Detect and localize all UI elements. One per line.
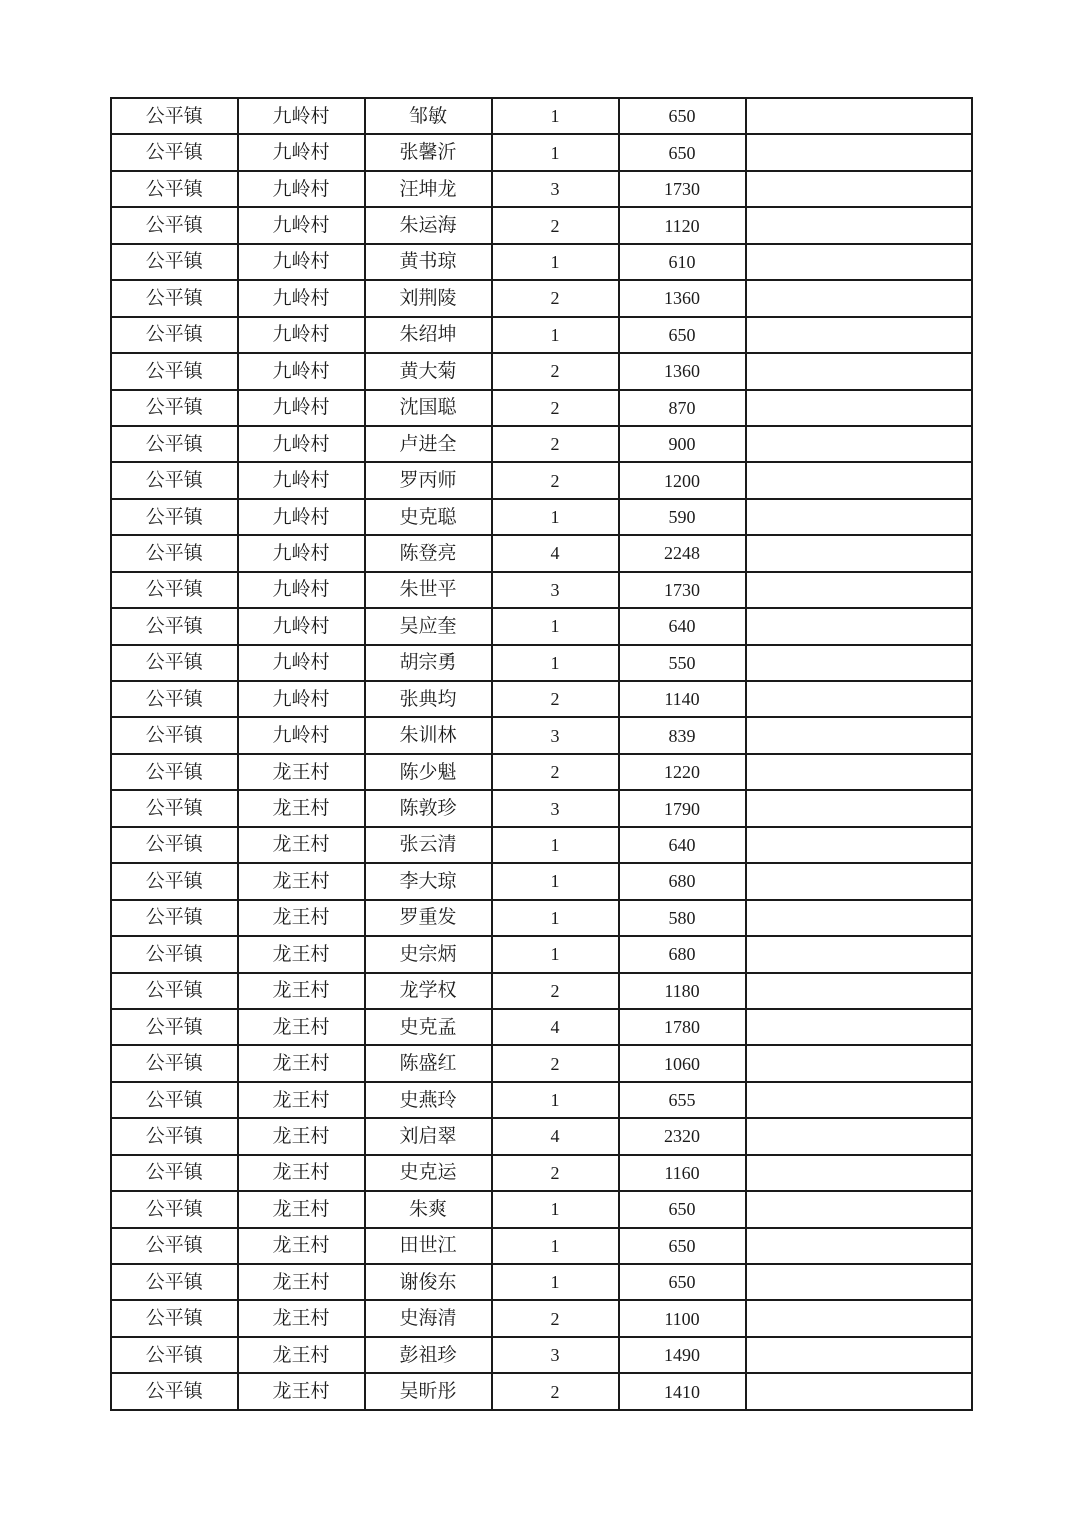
cell-name: 彭祖珍 [366, 1338, 493, 1374]
cell-count: 2 [493, 391, 620, 427]
cell-name: 史克聪 [366, 500, 493, 536]
cell-note [747, 1083, 974, 1119]
cell-town: 公平镇 [112, 1010, 239, 1046]
cell-name: 龙学权 [366, 974, 493, 1010]
cell-count: 1 [493, 99, 620, 135]
cell-amount: 870 [620, 391, 747, 427]
cell-town: 公平镇 [112, 318, 239, 354]
cell-amount: 550 [620, 646, 747, 682]
cell-note [747, 937, 974, 973]
cell-note [747, 1338, 974, 1374]
cell-name: 史宗炳 [366, 937, 493, 973]
cell-count: 1 [493, 937, 620, 973]
cell-village: 九岭村 [239, 682, 366, 718]
cell-count: 1 [493, 828, 620, 864]
cell-village: 九岭村 [239, 718, 366, 754]
cell-note [747, 1119, 974, 1155]
cell-note [747, 1229, 974, 1265]
cell-count: 2 [493, 755, 620, 791]
cell-count: 3 [493, 1338, 620, 1374]
cell-note [747, 135, 974, 171]
cell-count: 2 [493, 682, 620, 718]
cell-count: 2 [493, 1301, 620, 1337]
cell-count: 2 [493, 974, 620, 1010]
cell-town: 公平镇 [112, 718, 239, 754]
cell-village: 九岭村 [239, 573, 366, 609]
cell-note [747, 318, 974, 354]
cell-amount: 610 [620, 245, 747, 281]
cell-name: 汪坤龙 [366, 172, 493, 208]
cell-amount: 1160 [620, 1156, 747, 1192]
cell-name: 罗重发 [366, 901, 493, 937]
cell-town: 公平镇 [112, 1119, 239, 1155]
cell-town: 公平镇 [112, 573, 239, 609]
cell-count: 1 [493, 245, 620, 281]
cell-town: 公平镇 [112, 354, 239, 390]
cell-village: 龙王村 [239, 828, 366, 864]
cell-village: 龙王村 [239, 1046, 366, 1082]
cell-name: 张馨沂 [366, 135, 493, 171]
cell-count: 1 [493, 1083, 620, 1119]
cell-village: 九岭村 [239, 500, 366, 536]
cell-note [747, 1046, 974, 1082]
cell-village: 龙王村 [239, 901, 366, 937]
cell-count: 1 [493, 1265, 620, 1301]
cell-name: 罗丙师 [366, 463, 493, 499]
cell-village: 九岭村 [239, 99, 366, 135]
cell-name: 卢进全 [366, 427, 493, 463]
cell-count: 1 [493, 901, 620, 937]
cell-amount: 839 [620, 718, 747, 754]
cell-count: 1 [493, 135, 620, 171]
cell-village: 九岭村 [239, 245, 366, 281]
cell-name: 史克孟 [366, 1010, 493, 1046]
cell-name: 刘荆陵 [366, 281, 493, 317]
cell-amount: 1730 [620, 172, 747, 208]
cell-name: 史海清 [366, 1301, 493, 1337]
cell-amount: 1140 [620, 682, 747, 718]
cell-note [747, 427, 974, 463]
cell-note [747, 1010, 974, 1046]
cell-village: 龙王村 [239, 1229, 366, 1265]
cell-amount: 2320 [620, 1119, 747, 1155]
cell-note [747, 245, 974, 281]
cell-amount: 580 [620, 901, 747, 937]
cell-note [747, 99, 974, 135]
cell-count: 3 [493, 172, 620, 208]
cell-amount: 640 [620, 828, 747, 864]
cell-note [747, 573, 974, 609]
cell-amount: 650 [620, 1265, 747, 1301]
cell-amount: 1060 [620, 1046, 747, 1082]
cell-count: 1 [493, 318, 620, 354]
cell-name: 邹敏 [366, 99, 493, 135]
cell-name: 史燕玲 [366, 1083, 493, 1119]
cell-name: 沈国聪 [366, 391, 493, 427]
cell-count: 2 [493, 354, 620, 390]
cell-town: 公平镇 [112, 1301, 239, 1337]
cell-name: 李大琼 [366, 864, 493, 900]
cell-count: 1 [493, 500, 620, 536]
cell-note [747, 536, 974, 572]
cell-name: 陈少魁 [366, 755, 493, 791]
cell-amount: 2248 [620, 536, 747, 572]
cell-amount: 640 [620, 609, 747, 645]
cell-count: 2 [493, 1046, 620, 1082]
cell-note [747, 391, 974, 427]
cell-count: 1 [493, 864, 620, 900]
cell-town: 公平镇 [112, 1265, 239, 1301]
cell-village: 九岭村 [239, 427, 366, 463]
cell-name: 田世江 [366, 1229, 493, 1265]
cell-amount: 655 [620, 1083, 747, 1119]
cell-town: 公平镇 [112, 427, 239, 463]
cell-amount: 680 [620, 937, 747, 973]
cell-count: 2 [493, 281, 620, 317]
cell-count: 2 [493, 208, 620, 244]
cell-note [747, 281, 974, 317]
cell-village: 九岭村 [239, 135, 366, 171]
cell-town: 公平镇 [112, 500, 239, 536]
cell-village: 龙王村 [239, 755, 366, 791]
cell-count: 4 [493, 536, 620, 572]
cell-amount: 1360 [620, 281, 747, 317]
cell-note [747, 1265, 974, 1301]
cell-name: 吴应奎 [366, 609, 493, 645]
cell-village: 九岭村 [239, 609, 366, 645]
cell-amount: 1730 [620, 573, 747, 609]
cell-note [747, 828, 974, 864]
cell-village: 九岭村 [239, 281, 366, 317]
cell-count: 3 [493, 791, 620, 827]
cell-amount: 590 [620, 500, 747, 536]
cell-village: 龙王村 [239, 791, 366, 827]
cell-amount: 680 [620, 864, 747, 900]
cell-village: 龙王村 [239, 864, 366, 900]
cell-note [747, 974, 974, 1010]
cell-note [747, 354, 974, 390]
cell-town: 公平镇 [112, 1192, 239, 1228]
cell-town: 公平镇 [112, 1083, 239, 1119]
cell-amount: 650 [620, 99, 747, 135]
cell-count: 1 [493, 609, 620, 645]
cell-name: 张云清 [366, 828, 493, 864]
cell-town: 公平镇 [112, 99, 239, 135]
cell-amount: 1790 [620, 791, 747, 827]
cell-village: 龙王村 [239, 1265, 366, 1301]
cell-count: 2 [493, 463, 620, 499]
cell-village: 龙王村 [239, 1192, 366, 1228]
cell-amount: 1490 [620, 1338, 747, 1374]
cell-town: 公平镇 [112, 791, 239, 827]
subsidy-roster-table [110, 97, 973, 1411]
cell-town: 公平镇 [112, 1229, 239, 1265]
cell-town: 公平镇 [112, 1338, 239, 1374]
cell-note [747, 172, 974, 208]
cell-village: 九岭村 [239, 318, 366, 354]
cell-village: 龙王村 [239, 1083, 366, 1119]
cell-name: 朱训林 [366, 718, 493, 754]
cell-amount: 1200 [620, 463, 747, 499]
cell-name: 张典均 [366, 682, 493, 718]
cell-amount: 1120 [620, 208, 747, 244]
cell-village: 龙王村 [239, 1119, 366, 1155]
cell-amount: 900 [620, 427, 747, 463]
cell-name: 朱运海 [366, 208, 493, 244]
cell-town: 公平镇 [112, 609, 239, 645]
cell-village: 龙王村 [239, 1156, 366, 1192]
cell-town: 公平镇 [112, 391, 239, 427]
cell-town: 公平镇 [112, 646, 239, 682]
cell-note [747, 755, 974, 791]
cell-amount: 650 [620, 318, 747, 354]
cell-town: 公平镇 [112, 901, 239, 937]
cell-name: 吴昕彤 [366, 1374, 493, 1410]
cell-town: 公平镇 [112, 463, 239, 499]
cell-town: 公平镇 [112, 281, 239, 317]
cell-village: 九岭村 [239, 208, 366, 244]
cell-town: 公平镇 [112, 864, 239, 900]
cell-town: 公平镇 [112, 937, 239, 973]
cell-amount: 1100 [620, 1301, 747, 1337]
cell-note [747, 208, 974, 244]
cell-amount: 650 [620, 1192, 747, 1228]
cell-town: 公平镇 [112, 208, 239, 244]
cell-town: 公平镇 [112, 1374, 239, 1410]
cell-note [747, 682, 974, 718]
cell-amount: 650 [620, 1229, 747, 1265]
cell-note [747, 1301, 974, 1337]
cell-count: 1 [493, 1229, 620, 1265]
cell-name: 史克运 [366, 1156, 493, 1192]
cell-village: 龙王村 [239, 937, 366, 973]
cell-name: 黄大菊 [366, 354, 493, 390]
cell-village: 龙王村 [239, 1301, 366, 1337]
cell-note [747, 791, 974, 827]
cell-town: 公平镇 [112, 1046, 239, 1082]
cell-town: 公平镇 [112, 974, 239, 1010]
cell-town: 公平镇 [112, 536, 239, 572]
cell-count: 3 [493, 573, 620, 609]
cell-amount: 1220 [620, 755, 747, 791]
cell-town: 公平镇 [112, 172, 239, 208]
cell-name: 朱绍坤 [366, 318, 493, 354]
cell-town: 公平镇 [112, 245, 239, 281]
cell-name: 黄书琼 [366, 245, 493, 281]
cell-note [747, 901, 974, 937]
cell-name: 谢俊东 [366, 1265, 493, 1301]
cell-count: 1 [493, 1192, 620, 1228]
cell-count: 1 [493, 646, 620, 682]
cell-name: 陈登亮 [366, 536, 493, 572]
cell-village: 九岭村 [239, 536, 366, 572]
cell-village: 龙王村 [239, 1338, 366, 1374]
cell-town: 公平镇 [112, 755, 239, 791]
cell-amount: 1180 [620, 974, 747, 1010]
cell-town: 公平镇 [112, 1156, 239, 1192]
cell-name: 刘启翠 [366, 1119, 493, 1155]
cell-village: 龙王村 [239, 974, 366, 1010]
cell-note [747, 609, 974, 645]
cell-name: 陈敦珍 [366, 791, 493, 827]
cell-count: 4 [493, 1010, 620, 1046]
cell-town: 公平镇 [112, 828, 239, 864]
cell-note [747, 1156, 974, 1192]
cell-amount: 1780 [620, 1010, 747, 1046]
cell-village: 九岭村 [239, 354, 366, 390]
cell-count: 4 [493, 1119, 620, 1155]
cell-note [747, 1374, 974, 1410]
cell-count: 3 [493, 718, 620, 754]
cell-note [747, 463, 974, 499]
cell-village: 龙王村 [239, 1010, 366, 1046]
cell-note [747, 646, 974, 682]
cell-amount: 1410 [620, 1374, 747, 1410]
cell-count: 2 [493, 1156, 620, 1192]
cell-name: 朱世平 [366, 573, 493, 609]
cell-village: 九岭村 [239, 646, 366, 682]
cell-amount: 650 [620, 135, 747, 171]
cell-note [747, 718, 974, 754]
cell-note [747, 500, 974, 536]
cell-name: 朱爽 [366, 1192, 493, 1228]
cell-name: 胡宗勇 [366, 646, 493, 682]
cell-village: 九岭村 [239, 172, 366, 208]
cell-town: 公平镇 [112, 135, 239, 171]
cell-note [747, 1192, 974, 1228]
cell-name: 陈盛红 [366, 1046, 493, 1082]
cell-count: 2 [493, 1374, 620, 1410]
cell-count: 2 [493, 427, 620, 463]
cell-amount: 1360 [620, 354, 747, 390]
cell-village: 九岭村 [239, 391, 366, 427]
cell-village: 九岭村 [239, 463, 366, 499]
cell-village: 龙王村 [239, 1374, 366, 1410]
cell-note [747, 864, 974, 900]
cell-town: 公平镇 [112, 682, 239, 718]
